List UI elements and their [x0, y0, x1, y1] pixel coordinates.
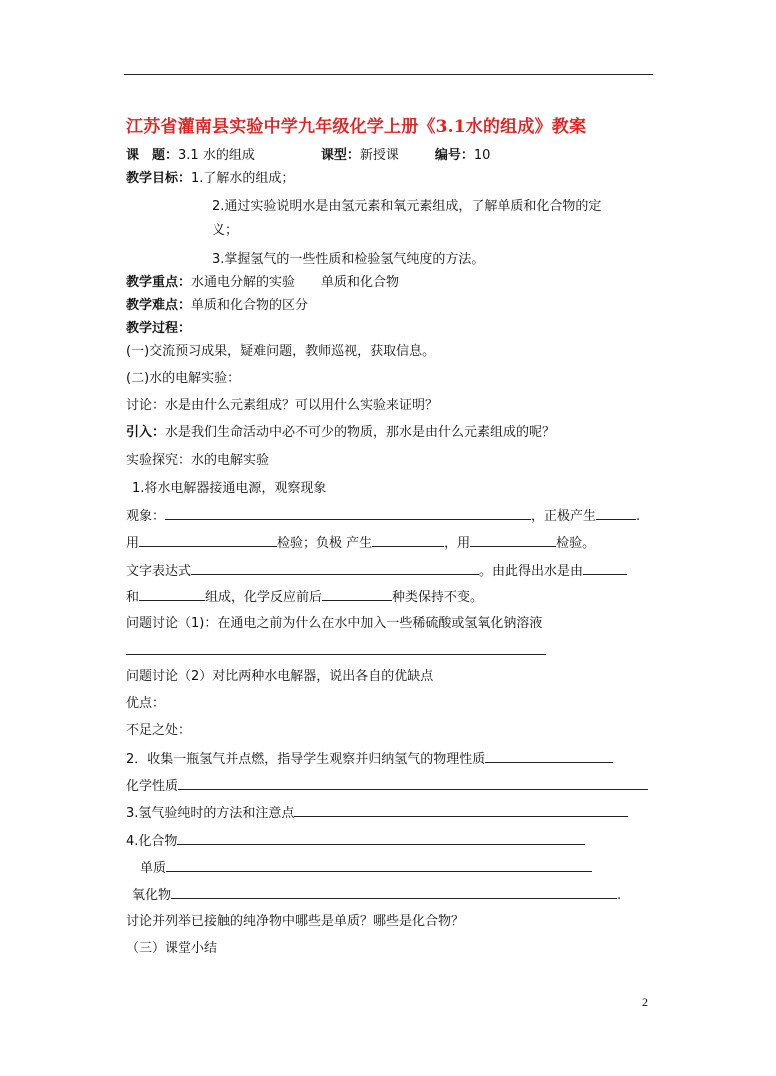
step-collect-hydrogen: [126, 750, 613, 769]
page-number: 2: [642, 995, 648, 1009]
blank-element-1[interactable]: [583, 562, 627, 575]
topic-value: 3.1 水的组成: [178, 148, 255, 163]
cons: 不足之处：: [126, 723, 192, 738]
goal-1: 1.了解水的组成；: [191, 171, 295, 186]
phenomenon-label: 观象：: [126, 509, 166, 524]
list-question: 讨论并列举已接触的纯净物中哪些是单质？哪些是化合物？: [126, 914, 465, 929]
intro-text: 水是我们生命活动中必不可少的物质，那水是由什么元素组成的呢？: [165, 425, 556, 440]
purity-test-label: 3.氢气验纯时的方法和注意点: [126, 806, 295, 821]
key-label: 教学重点：: [126, 275, 192, 290]
topic-label: 课 题：: [126, 148, 179, 163]
step-2: (二)水的电解实验：: [126, 371, 241, 386]
compose-label: 组成，化学反应前后: [205, 590, 323, 605]
blank-test-method-1[interactable]: [139, 534, 277, 547]
key-value: 水通电分解的实验 单质和化合物: [191, 275, 400, 290]
check-label-2: 检验。: [556, 536, 596, 551]
collect-hydrogen-text: 2．收集一瓶氢气并点燃，指导学生观察并归纳氢气的物理性质: [126, 752, 486, 767]
trailing-dot: .: [636, 509, 641, 524]
difficulty-value: 单质和化合物的区分: [191, 298, 309, 313]
expression-line: [126, 562, 627, 581]
blank-question-1[interactable]: [126, 642, 546, 655]
blank-phenomenon[interactable]: [165, 507, 531, 520]
process-label: 教学过程：: [126, 321, 192, 336]
type-label: 课型：: [320, 148, 360, 163]
blank-chemical-properties[interactable]: [178, 777, 648, 790]
conclusion-label: 。由此得出水是由: [479, 564, 584, 579]
expression-label: 文字表达式: [126, 564, 192, 579]
number-label: 编号：: [434, 148, 474, 163]
difficulty-label: 教学难点：: [126, 298, 192, 313]
blank-oxide[interactable]: [171, 886, 617, 899]
composition-line: [126, 588, 483, 607]
purity-test-line: [126, 804, 628, 823]
blank-word-equation[interactable]: [191, 562, 479, 575]
element-line: [140, 859, 592, 878]
class-summary: （三）课堂小结: [126, 941, 218, 956]
chemical-properties-label: 化学性质: [126, 779, 179, 794]
oxide-label: 氧化物: [132, 888, 172, 903]
step-1: (一)交流预习成果，疑难问题，教师巡视，获取信息。: [126, 344, 436, 359]
number-value: 10: [473, 148, 491, 163]
positive-label: ，正极产生: [531, 509, 597, 524]
difficult-points: [126, 297, 308, 315]
phenomenon-line: [126, 507, 640, 526]
goals-line-1: [126, 170, 294, 188]
chemical-properties-line: [126, 777, 648, 796]
key-points: [126, 274, 399, 292]
question-2: 问题讨论（2）对比两种水电解器，说出各自的优缺点: [126, 669, 434, 684]
blank-physical-properties[interactable]: [485, 750, 613, 763]
goal-2b: 义；: [212, 223, 239, 238]
element-label: 单质: [140, 861, 167, 876]
meta-line: [126, 147, 490, 165]
blank-unchanged[interactable]: [322, 588, 392, 601]
explore-title: 实验探究：水的电解实验: [126, 453, 270, 468]
document-title: 江苏省灌南县实验中学九年级化学上册《3.1水的组成》教案: [126, 117, 587, 137]
and-label: 和: [126, 590, 140, 605]
blank-negative-gas[interactable]: [372, 534, 444, 547]
blank-compound[interactable]: [177, 832, 585, 845]
blank-element-2[interactable]: [139, 588, 205, 601]
experiment-step-1: 1.将水电解器接通电源，观察现象: [132, 481, 327, 496]
discussion-question: 讨论：水是由什么元素组成？可以用什么实验来证明？: [126, 398, 439, 413]
compound-label: 4.化合物: [126, 834, 178, 849]
blank-positive-gas[interactable]: [596, 507, 636, 520]
negative-label: 检验；负极 产生: [277, 536, 373, 551]
intro: [126, 424, 555, 442]
blank-element[interactable]: [166, 859, 592, 872]
blank-test-method-2[interactable]: [470, 534, 556, 547]
kinds-label: 种类保持不变。: [392, 590, 484, 605]
intro-label: 引入：: [126, 425, 166, 440]
goal-3: 3.掌握氢气的一些性质和检验氢气纯度的方法。: [212, 252, 485, 267]
goal-2a: 2.通过实验说明水是由氢元素和氧元素组成，了解单质和化合物的定: [212, 199, 602, 214]
oxide-line: [132, 886, 621, 905]
use-label-2: ，用: [444, 536, 471, 551]
question-1: 问题讨论（1)：在通电之前为什么在水中加入一些稀硫酸或氢氧化钠溶液: [126, 616, 543, 631]
oxide-dot: .: [617, 888, 622, 903]
pros: 优点：: [126, 696, 166, 711]
question-1-answer: [126, 642, 546, 661]
header-rule: [124, 74, 653, 75]
type-value: 新授课: [359, 148, 399, 163]
test-line: [126, 534, 595, 553]
compound-line: [126, 832, 585, 851]
blank-purity-test[interactable]: [294, 804, 628, 817]
use-label-1: 用: [126, 536, 140, 551]
goals-label: 教学目标：: [126, 171, 192, 186]
